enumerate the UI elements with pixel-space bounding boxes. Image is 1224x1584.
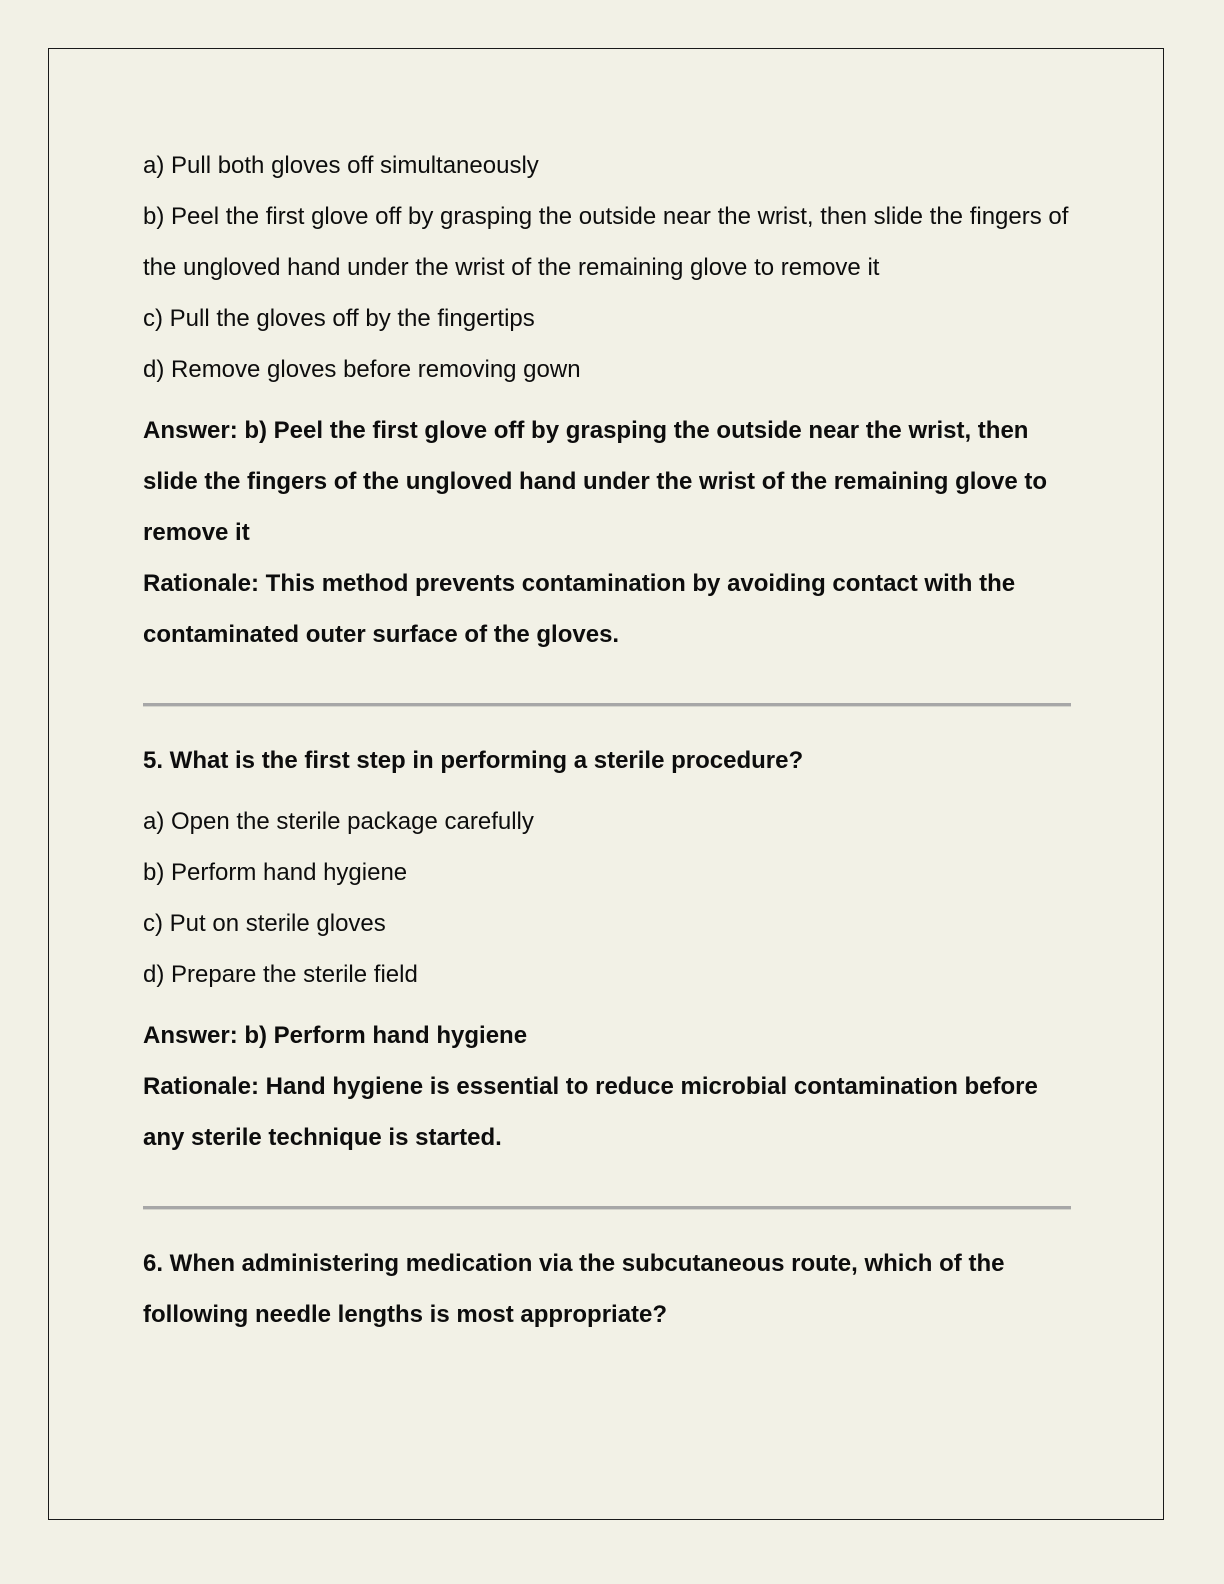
option-b: b) Perform hand hygiene [143, 859, 408, 886]
option-b: b) Peel the first glove off by grasping the outside near the wrist, then slide the fingers of the ungloved hand under the wrist of the remaining glove to remove it [143, 203, 1069, 281]
question-5-prompt: 5. What is the first step in performing a sterile procedure? [143, 747, 804, 774]
question-5-answer: Answer: b) Perform hand hygiene [143, 1022, 528, 1049]
option-c: c) Pull the gloves off by the fingertips [143, 305, 535, 332]
question-6-prompt: 6. When administering medication via the subcutaneous route, which of the following needle lengths is most appropriate? [143, 1250, 1005, 1328]
option-a: a) Pull both gloves off simultaneously [143, 152, 539, 179]
prev-question-options [143, 140, 1083, 395]
option-a: a) Open the sterile package carefully [143, 808, 534, 835]
option-d: d) Prepare the sterile field [143, 961, 418, 988]
document-content [143, 140, 1083, 1340]
option-c: c) Put on sterile gloves [143, 910, 386, 937]
prev-answer: Answer: b) Peel the first glove off by grasping the outside near the wrist, then slide the fingers of the ungloved hand under the wrist of the remaining glove to remove it [143, 417, 1048, 546]
prev-rationale: Rationale: This method prevents contamination by avoiding contact with the contaminated outer surface of the gloves. [143, 570, 1016, 648]
question-5-options [143, 796, 1083, 1000]
question-5-rationale: Rationale: Hand hygiene is essential to reduce microbial contamination before any sterile technique is started. [143, 1073, 1038, 1151]
option-d: d) Remove gloves before removing gown [143, 356, 581, 383]
